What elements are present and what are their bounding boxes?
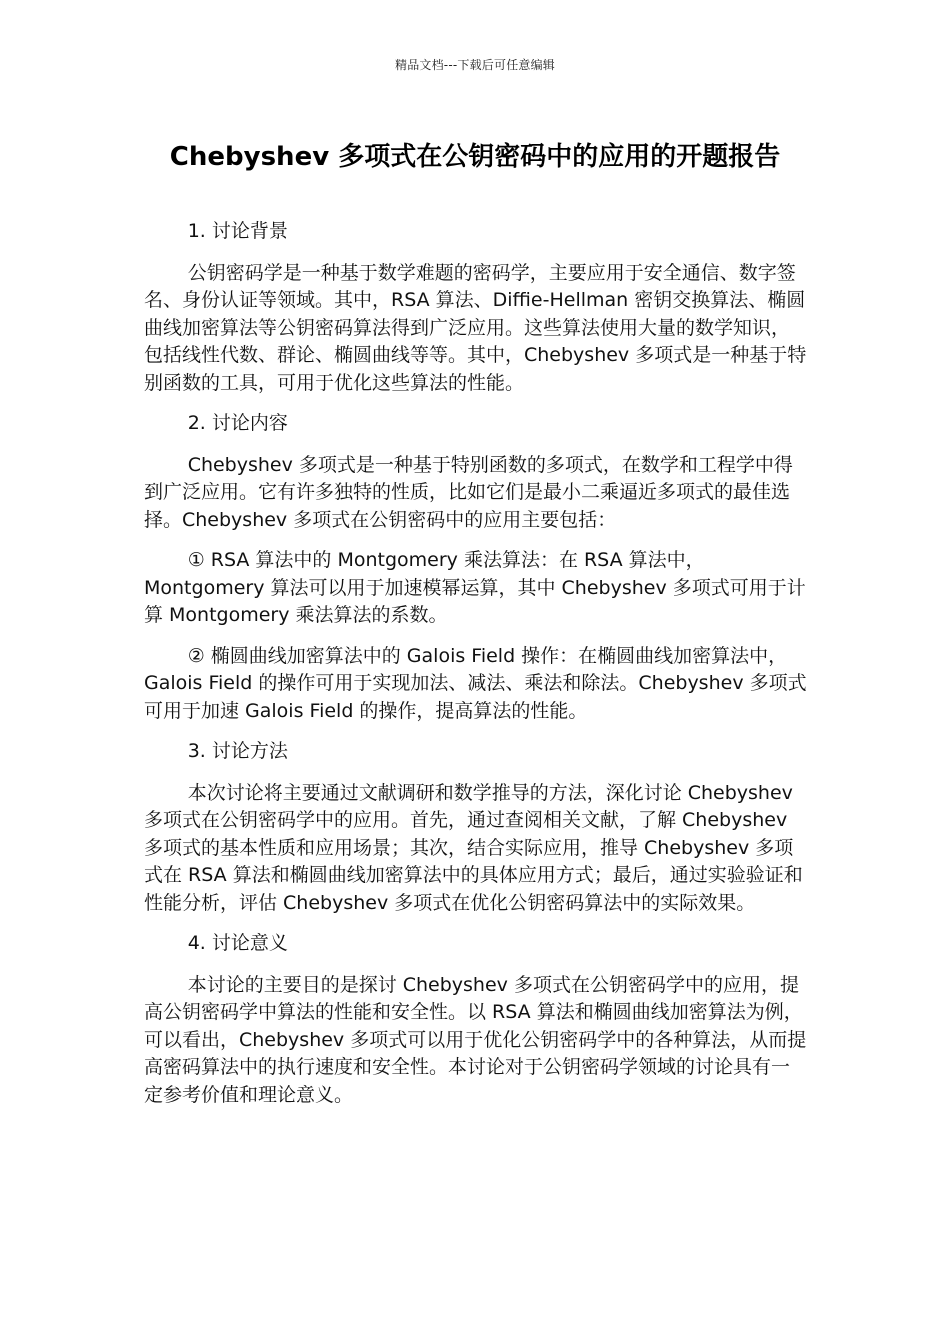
paragraph-content-ecc: ② 椭圆曲线加密算法中的 Galois Field 操作：在椭圆曲线加密算法中，Galois Field 的操作可用于实现加法、减法、乘法和除法。Chebyshev 多项式可用于加速 Galois Field 的操作，提高算法的性能。 — [144, 644, 807, 722]
paragraph-significance: 本讨论的主要目的是探讨 Chebyshev 多项式在公钥密码学中的应用，提高公钥密码学中算法的性能和安全性。以 RSA 算法和椭圆曲线加密算法为例，可以看出，Chebyshev 多项式可以用于优化公钥密码学中的各种算法，从而提高密码算法中的执行速度和安全性。本讨论对于公钥密码学领域的讨论具有一定参考价值和理论意义。 — [144, 973, 807, 1106]
document-title: Chebyshev 多项式在公钥密码中的应用的开题报告 — [169, 142, 781, 172]
section-heading-significance: 4. 讨论意义 — [187, 932, 288, 954]
header-note: 精品文档---下载后可任意编辑 — [395, 58, 555, 72]
paragraph-content-intro: Chebyshev 多项式是一种基于特别函数的多项式，在数学和工程学中得到广泛应用。它有许多独特的性质，比如它们是最小二乘逼近多项式的最佳选择。Chebyshev 多项式在公钥密码中的应用主要包括： — [144, 453, 793, 531]
section-heading-content: 2. 讨论内容 — [187, 412, 288, 434]
paragraph-content-rsa: ① RSA 算法中的 Montgomery 乘法算法：在 RSA 算法中，Montgomery 算法可以用于加速模幂运算，其中 Chebyshev 多项式可用于计算 Montgomery 乘法算法的系数。 — [144, 549, 806, 626]
section-heading-method: 3. 讨论方法 — [187, 740, 288, 762]
paragraph-method: 本次讨论将主要通过文献调研和数学推导的方法，深化讨论 Chebyshev 多项式在公钥密码学中的应用。首先，通过查阅相关文献，了解 Chebyshev 多项式的基本性质和应用场景；其次，结合实际应用，推导 Chebyshev 多项式在 RSA 算法和椭圆曲线加密算法中的具体应用方式；最后，通过实验验证和性能分析，评估 Chebyshev 多项式在优化公钥密码算法中的实际效果。 — [144, 781, 803, 914]
paragraph-background: 公钥密码学是一种基于数学难题的密码学，主要应用于安全通信、数字签名、身份认证等领域。其中，RSA 算法、Diffie-Hellman 密钥交换算法、椭圆曲线加密算法等公钥密码算法得到广泛应用。这些算法使用大量的数学知识，包括线性代数、群论、椭圆曲线等等。其中，Chebyshev 多项式是一种基于特别函数的工具，可用于优化这些算法的性能。 — [144, 261, 807, 394]
section-heading-background: 1. 讨论背景 — [187, 220, 288, 242]
document-body — [144, 218, 808, 1122]
